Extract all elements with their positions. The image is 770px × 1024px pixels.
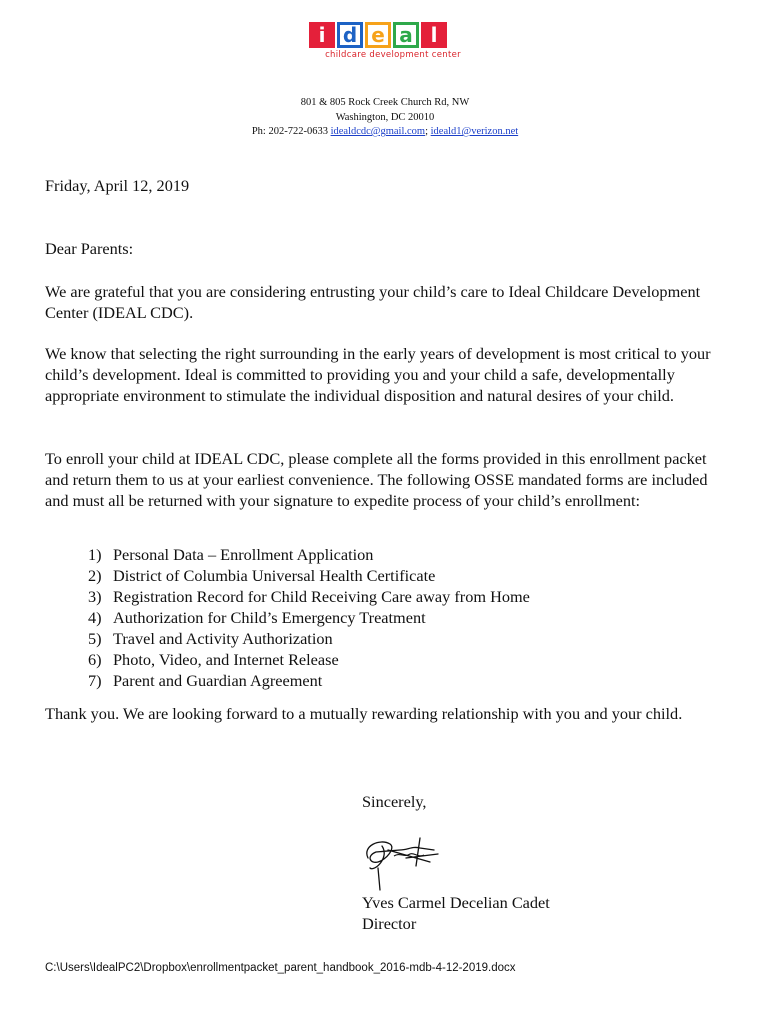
handwritten-signature [360, 828, 460, 892]
logo-tagline: childcare development center [325, 50, 461, 60]
email-separator: ; [425, 126, 429, 137]
paragraph-commitment: We know that selecting the right surrounding in the early years of development is most critical to your child’s development. Ideal is committed to providing you and your child a safe, developmentally appropriate environment to stimulate the individual disposition and natural desires of your child. [45, 344, 711, 405]
logo-block-i: i [309, 22, 335, 48]
forms-list [88, 544, 530, 691]
logo-letter-blocks [309, 22, 479, 48]
list-item: 4) Authorization for Child’s Emergency Treatment [88, 608, 426, 627]
phone-number: Ph: 202-722-0633 [251, 126, 328, 137]
file-path-footer: C:\Users\IdealPC2\Dropbox\enrollmentpacket_parent_handbook_2016-mdb-4-12-2019.docx [45, 962, 516, 974]
logo-block-a: a [393, 22, 419, 48]
list-item: 1) Personal Data – Enrollment Application [88, 545, 374, 564]
list-item: 2) District of Columbia Universal Health Certificate [88, 566, 436, 585]
sign-off: Sincerely, [362, 792, 427, 811]
email-link-secondary[interactable]: ideald1@verizon.net [430, 126, 519, 137]
salutation: Dear Parents: [45, 239, 134, 258]
letterhead-address [0, 96, 770, 140]
contact-line [0, 125, 770, 140]
logo-block-d: d [337, 22, 363, 48]
signer-name: Yves Carmel Decelian Cadet [362, 893, 550, 912]
ideal-logo [309, 22, 479, 64]
list-item: 6) Photo, Video, and Internet Release [88, 650, 339, 669]
signer-title: Director [362, 914, 417, 933]
paragraph-enrollment: To enroll your child at IDEAL CDC, please complete all the forms provided in this enrollment packet and return them to us at your earliest convenience. The following OSSE mandated forms are included and must all be returned with your signature to expedite process of your child’s enrollment: [45, 449, 708, 510]
list-item: 7) Parent and Guardian Agreement [88, 671, 323, 690]
address-street: 801 & 805 Rock Creek Church Rd, NW [300, 97, 470, 108]
address-city: Washington, DC 20010 [335, 111, 435, 123]
email-link-primary[interactable]: idealdcdc@gmail.com [330, 126, 426, 137]
letter-date: Friday, April 12, 2019 [45, 176, 190, 195]
list-item: 5) Travel and Activity Authorization [88, 629, 333, 648]
list-item: 3) Registration Record for Child Receiving Care away from Home [88, 587, 530, 606]
logo-block-e: e [365, 22, 391, 48]
closing-paragraph: Thank you. We are looking forward to a mutually rewarding relationship with you and your child. [45, 704, 683, 723]
paragraph-intro: We are grateful that you are considering entrusting your child’s care to Ideal Childcare Development Center (IDEAL CDC). [45, 282, 701, 322]
logo-block-l: l [421, 22, 447, 48]
